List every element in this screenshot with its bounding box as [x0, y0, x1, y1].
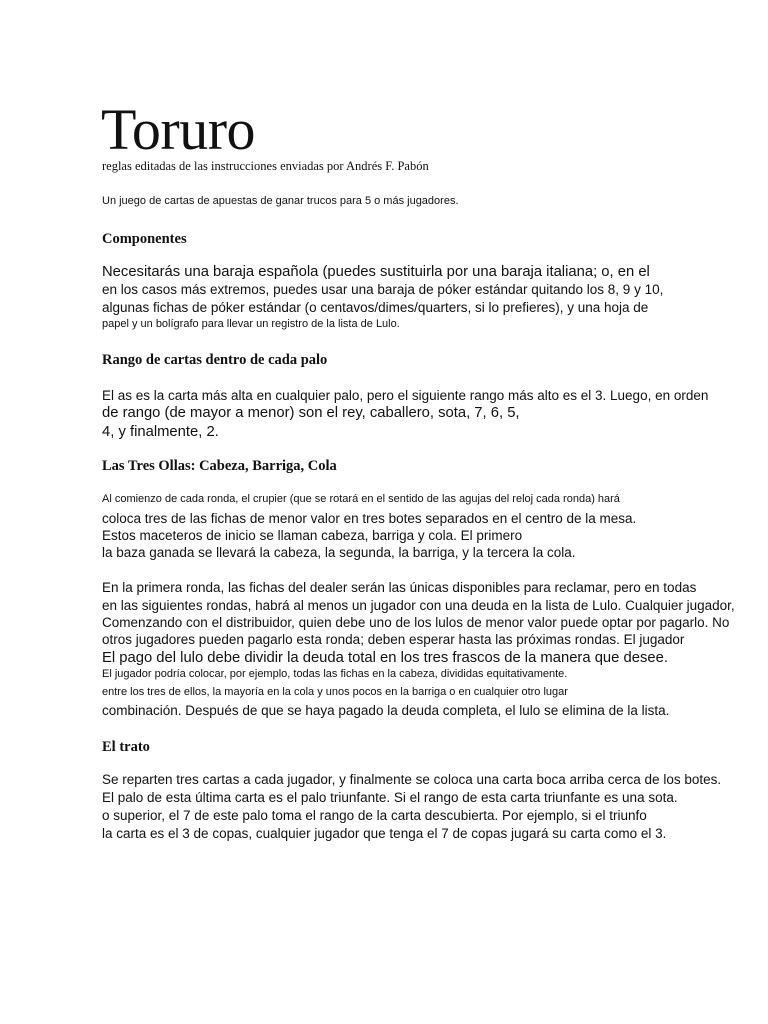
- paragraph-line: El palo de esta última carta es el palo triunfante. Si el rango de esta carta triunfante es una sota.: [102, 790, 678, 805]
- paragraph-line: En la primera ronda, las fichas del dealer serán las únicas disponibles para reclamar, pero en todas: [102, 580, 697, 595]
- section-heading: Las Tres Ollas: Cabeza, Barriga, Cola: [102, 458, 337, 474]
- section-heading: El trato: [102, 739, 150, 755]
- paragraph-line: El jugador podría colocar, por ejemplo, todas las fichas en la cabeza, divididas equitativamente.: [102, 668, 568, 680]
- paragraph-line: Se reparten tres cartas a cada jugador, y finalmente se coloca una carta boca arriba cerca de los botes.: [102, 772, 722, 787]
- paragraph-line: Comenzando con el distribuidor, quien debe uno de los lulos de menor valor puede optar por pagarlo. No: [102, 615, 730, 630]
- paragraph-line: la carta es el 3 de copas, cualquier jugador que tenga el 7 de copas jugará su carta como el 3.: [102, 826, 667, 841]
- page-subtitle: reglas editadas de las instrucciones enviadas por Andrés F. Pabón: [102, 159, 429, 173]
- paragraph-line: entre los tres de ellos, la mayoría en la cola y unos pocos en la barriga o en cualquier otro lugar: [102, 686, 568, 698]
- paragraph-line: en las siguientes rondas, habrá al menos un jugador con una deuda en la lista de Lulo. Cualquier jugador,: [102, 598, 735, 613]
- paragraph-line: El as es la carta más alta en cualquier palo, pero el siguiente rango más alto es el 3. Luego, en orden: [102, 388, 709, 403]
- paragraph-line: algunas fichas de póker estándar (o centavos/dimes/quarters, si lo prefieres), y una hoja de: [102, 300, 649, 315]
- section-heading: Componentes: [102, 231, 187, 247]
- paragraph-line: de rango (de mayor a menor) son el rey, caballero, sota, 7, 6, 5,: [102, 405, 520, 421]
- paragraph-line: Al comienzo de cada ronda, el crupier (que se rotará en el sentido de las agujas del reloj cada ronda) hará: [102, 493, 620, 505]
- paragraph-line: Necesitarás una baraja española (puedes sustituirla por una baraja italiana; o, en el: [102, 264, 650, 280]
- paragraph-line: en los casos más extremos, puedes usar una baraja de póker estándar quitando los 8, 9 y 10,: [102, 282, 664, 297]
- intro-text: Un juego de cartas de apuestas de ganar trucos para 5 o más jugadores.: [102, 195, 459, 207]
- paragraph-line: combinación. Después de que se haya pagado la deuda completa, el lulo se elimina de la lista.: [102, 703, 670, 718]
- paragraph-line: 4, y finalmente, 2.: [102, 424, 219, 440]
- paragraph-line: o superior, el 7 de este palo toma el rango de la carta descubierta. Por ejemplo, si el triunfo: [102, 808, 647, 823]
- paragraph-line: papel y un bolígrafo para llevar un registro de la lista de Lulo.: [102, 318, 400, 330]
- page-title: Toruro: [101, 97, 256, 162]
- section-heading: Rango de cartas dentro de cada palo: [102, 352, 328, 368]
- paragraph-line: la baza ganada se llevará la cabeza, la segunda, la barriga, y la tercera la cola.: [102, 545, 576, 560]
- paragraph-line: El pago del lulo debe dividir la deuda total en los tres frascos de la manera que desee.: [102, 650, 668, 666]
- paragraph-line: Estos maceteros de inicio se llaman cabeza, barriga y cola. El primero: [102, 528, 523, 543]
- paragraph-line: coloca tres de las fichas de menor valor en tres botes separados en el centro de la mesa.: [102, 511, 637, 526]
- paragraph-line: otros jugadores pueden pagarlo esta ronda; deben esperar hasta las próximas rondas. El jugador: [102, 632, 685, 647]
